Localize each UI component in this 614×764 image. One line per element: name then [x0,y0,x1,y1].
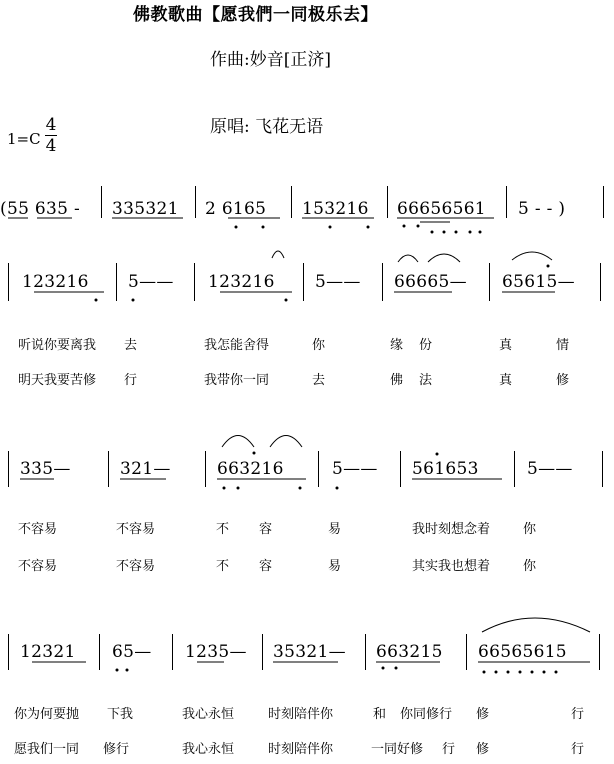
measure: 12321 [20,642,76,662]
lyric: 愿我们一同 [14,742,80,757]
key-signature: 1=C [7,130,41,148]
measure: 5—— [315,272,361,292]
measure: 1235— [185,642,247,662]
lyric: 我心永恒 [182,742,235,757]
time-signature-top: 4 [45,115,57,135]
measure: 335— [20,459,71,479]
lyric: 缘 [390,338,404,353]
lyric: 容 [259,559,273,574]
measure: 55 635 - [7,199,81,219]
lyric: 修 [476,707,490,722]
lyric: 其实我也想着 [412,559,491,574]
lyric: 情 [556,338,570,353]
lyric: 不容易 [18,559,58,574]
lyric: 我心永恒 [182,707,235,722]
measure: 123216 [22,272,89,292]
lyric: 不容易 [18,522,58,537]
measure: 5 - - ) [518,199,566,219]
lyric: 不容易 [116,559,156,574]
lyric: 时刻陪伴你 [268,742,334,757]
lyric: 你为何要抛 [14,707,80,722]
measure: 663216 [217,459,284,479]
lyric: 你 [523,559,537,574]
lyric: 行 [442,742,456,757]
lyric: 下我 [107,707,134,722]
lyric: 法 [419,373,433,388]
lyric: 明天我要苦修 [18,373,97,388]
lyric: 佛 [390,373,404,388]
intro-paren: ( [0,199,7,219]
lyric: 和 [373,707,387,722]
lyric: 不容易 [116,522,156,537]
lyric: 不 [216,559,230,574]
composer-line: 作曲:妙音[正济] [210,50,331,70]
measure: 66665— [394,272,467,292]
measure: 123216 [208,272,275,292]
measure: 5—— [527,459,573,479]
lyric: 你 [312,338,326,353]
lyric: 时刻陪伴你 [268,707,334,722]
lyric: 我时刻想念着 [412,522,491,537]
lyric: 易 [328,522,342,537]
measure: 65— [112,642,152,662]
singer-line: 原唱: 飞花无语 [210,117,324,137]
measure: 663215 [376,642,443,662]
lyric: 修行 [103,742,130,757]
lyric: 修 [476,742,490,757]
lyric: 你同修行 [400,707,453,722]
measure: 66565615 [478,642,567,662]
lyric: 修 [556,373,570,388]
lyric: 一同好修 [371,742,424,757]
lyric: 容 [259,522,273,537]
measure: 66656561 [397,199,486,219]
lyric: 真 [499,338,513,353]
lyric: 行 [571,742,585,757]
measure: 561653 [412,459,479,479]
measure: 321— [120,459,171,479]
lyric: 我怎能舍得 [204,338,270,353]
measure: 2 6165 [205,199,267,219]
measure: 5—— [332,459,378,479]
lyric: 行 [571,707,585,722]
lyric: 你 [523,522,537,537]
lyric: 份 [419,338,433,353]
lyric: 去 [124,338,138,353]
lyric: 易 [328,559,342,574]
time-signature-bottom: 4 [45,136,57,156]
measure: 153216 [302,199,369,219]
measure: 5—— [128,272,174,292]
measure: 65615— [502,272,575,292]
lyric: 听说你要离我 [18,338,97,353]
song-title: 佛教歌曲【愿我們一同极乐去】 [133,5,378,25]
lyric: 我带你一同 [204,373,270,388]
lyric: 去 [312,373,326,388]
lyric: 真 [499,373,513,388]
lyric: 行 [124,373,138,388]
lyric: 不 [216,522,230,537]
measure: 335321 [112,199,179,219]
measure: 35321— [273,642,346,662]
